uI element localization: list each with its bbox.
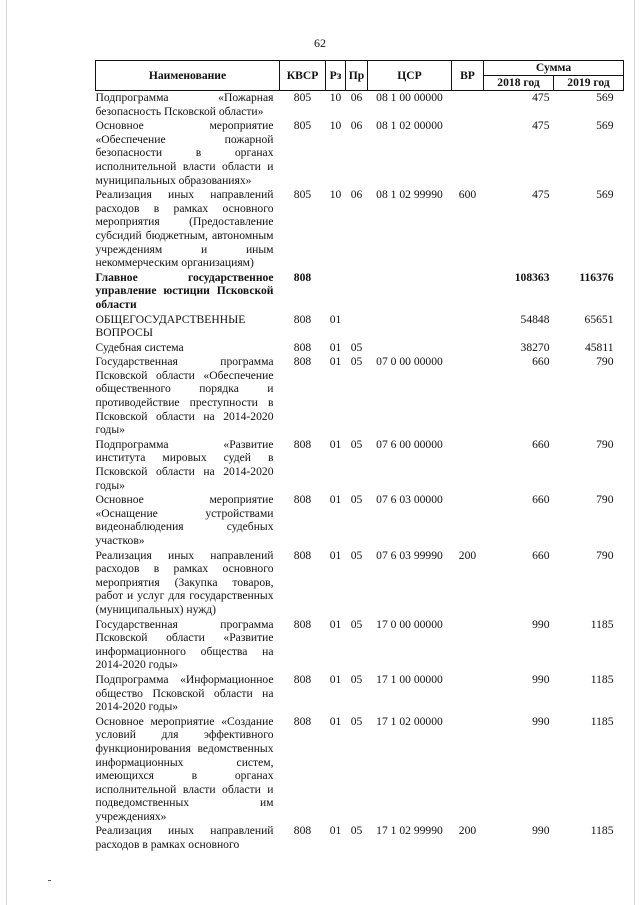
header-name: Наименование [96, 61, 280, 91]
row-sum-2019: 1185 [590, 617, 614, 631]
row-sum-2018: 475 [532, 91, 550, 104]
row-vr [452, 91, 484, 120]
row-pr: 06 [350, 188, 363, 202]
row-pr: 05 [350, 355, 363, 369]
row-kvsr: 808 [293, 617, 312, 631]
row-name: Подпрограмма «Развитие института мировых судей в Псковской области на 2014-2020 годы» [95, 437, 274, 492]
row-sum-2019: 1185 [590, 672, 614, 686]
row-kvsr: 805 [293, 119, 312, 133]
row-rz: 01 [329, 714, 342, 728]
row-kvsr: 808 [293, 824, 312, 838]
row-vr [452, 715, 484, 825]
row-rz: 01 [329, 355, 342, 369]
table-row [96, 438, 624, 493]
row-name: ОБЩЕГОСУДАРСТВЕННЫЕ ВОПРОСЫ [95, 312, 246, 340]
row-csr: 08 1 02 00000 [376, 119, 443, 133]
table-row [96, 493, 624, 548]
row-name: Основное мероприятие «Создание условий для эффективного функционирования ведомственных информационных систем, имеющихся в органах исполнительной власти области и подведомственных им учреждениях» [95, 714, 274, 823]
row-csr: 07 6 03 00000 [376, 493, 443, 507]
row-kvsr: 808 [293, 437, 312, 451]
row-pr [346, 313, 368, 341]
header-rz: Рз [326, 61, 346, 91]
row-sum-2019: 569 [596, 119, 614, 133]
row-csr: 17 1 00 00000 [376, 672, 443, 686]
row-sum-2018: 475 [532, 119, 550, 133]
row-vr [452, 493, 484, 548]
row-kvsr: 808 [293, 714, 312, 728]
row-pr: 05 [350, 493, 363, 507]
row-kvsr: 808 [293, 355, 312, 369]
row-pr: 05 [350, 437, 363, 451]
row-kvsr: 808 [293, 493, 312, 507]
row-rz: 01 [329, 493, 342, 507]
row-pr: 06 [350, 91, 363, 104]
row-pr: 05 [350, 714, 363, 728]
row-vr [452, 618, 484, 673]
row-sum-2019: 1185 [590, 824, 614, 838]
table-row [96, 549, 624, 618]
row-sum-2019: 569 [596, 188, 614, 202]
table-row [96, 119, 624, 188]
row-rz: 10 [329, 91, 342, 104]
budget-table [95, 60, 624, 853]
row-sum-2018: 660 [532, 493, 550, 507]
row-vr: 200 [458, 824, 477, 838]
table-row [96, 715, 624, 825]
row-vr [452, 271, 484, 313]
row-sum-2018: 990 [532, 714, 550, 728]
row-kvsr: 808 [293, 270, 312, 284]
row-csr: 08 1 02 99990 [376, 188, 443, 202]
row-sum-2018: 38270 [520, 340, 550, 354]
row-name: Основное мероприятие «Обеспечение пожарной безопасности в органах исполнительной власти области и муниципальных образованиях» [95, 119, 274, 187]
row-name: Подпрограмма «Пожарная безопасность Псковской области» [95, 91, 274, 118]
row-kvsr: 808 [293, 672, 312, 686]
table-row [96, 341, 624, 356]
row-name: Судебная система [95, 340, 184, 354]
row-name: Реализация иных направлений расходов в рамках основного мероприятия (Закупка товаров, работ и услуг для государственных (муниципальных) нужд) [95, 548, 274, 616]
row-rz: 10 [329, 188, 342, 202]
header-vr: ВР [452, 61, 484, 91]
table-row [96, 313, 624, 341]
row-vr [452, 341, 484, 356]
row-rz: 10 [329, 119, 342, 133]
header-pr: Пр [346, 61, 368, 91]
row-kvsr: 805 [293, 188, 312, 202]
row-rz: 01 [329, 824, 342, 838]
row-sum-2018: 475 [532, 188, 550, 202]
row-csr [368, 341, 452, 356]
row-csr [368, 271, 452, 313]
row-sum-2019: 65651 [584, 312, 614, 326]
row-kvsr: 805 [293, 91, 312, 104]
row-vr [452, 438, 484, 493]
row-name: Основное мероприятие «Оснащение устройствами видеонаблюдения судебных участков» [95, 493, 274, 547]
row-csr: 07 6 00 00000 [376, 437, 443, 451]
table-row [96, 91, 624, 120]
row-pr: 05 [350, 672, 363, 686]
row-sum-2019: 790 [596, 437, 614, 451]
header-year-2019: 2019 год [554, 75, 624, 90]
row-rz: 01 [329, 312, 342, 326]
page-number: 62 [314, 36, 326, 50]
header-year-2018: 2018 год [484, 75, 554, 90]
row-pr [346, 271, 368, 313]
row-vr: 200 [458, 548, 477, 562]
table-body [96, 91, 624, 853]
budget-table-container [95, 60, 623, 853]
row-kvsr: 808 [293, 548, 312, 562]
row-sum-2019: 569 [596, 91, 614, 104]
row-vr [452, 673, 484, 715]
row-kvsr: 808 [293, 312, 312, 326]
row-csr: 07 0 00 00000 [376, 355, 443, 369]
row-sum-2019: 790 [596, 493, 614, 507]
row-kvsr: 808 [293, 340, 312, 354]
row-csr: 17 1 02 00000 [376, 714, 443, 728]
row-sum-2019: 1185 [590, 714, 614, 728]
row-name: Реализация иных направлений расходов в рамках основного мероприятия (Предоставление субсидий бюджетным, автономным учреждениям и иным некоммерческим организациям) [95, 188, 274, 270]
row-name: Реализация иных направлений расходов в рамках основного [95, 824, 274, 852]
row-name: Главное государственное управление юстиции Псковской области [95, 270, 274, 311]
row-sum-2018: 660 [532, 548, 550, 562]
row-sum-2019: 790 [596, 548, 614, 562]
row-sum-2018: 990 [532, 672, 550, 686]
row-name: Государственная программа Псковской области «Развитие информационного общества на 2014-2020 годы» [95, 617, 274, 672]
row-vr [452, 355, 484, 438]
row-csr [368, 313, 452, 341]
row-rz: 01 [329, 437, 342, 451]
scan-edge-right [634, 0, 635, 905]
row-csr: 08 1 00 00000 [376, 91, 443, 104]
table-row [96, 824, 624, 852]
row-rz [326, 271, 346, 313]
row-sum-2019: 45811 [584, 340, 614, 354]
row-pr: 05 [350, 617, 363, 631]
row-sum-2018: 660 [532, 437, 550, 451]
row-pr: 05 [350, 824, 363, 838]
scan-speck [48, 880, 51, 881]
row-csr: 17 1 02 99990 [376, 824, 443, 838]
scan-edge-left [6, 0, 7, 905]
row-sum-2019: 116376 [579, 270, 614, 284]
table-row [96, 271, 624, 313]
table-row [96, 355, 624, 438]
header-kvsr: КВСР [280, 61, 326, 91]
row-pr: 06 [350, 119, 363, 133]
row-sum-2018: 990 [532, 617, 550, 631]
row-rz: 01 [329, 340, 342, 354]
row-sum-2018: 54848 [520, 312, 550, 326]
table-row [96, 188, 624, 271]
row-vr: 600 [458, 188, 477, 202]
row-sum-2018: 660 [532, 355, 550, 369]
row-sum-2019: 790 [596, 355, 614, 369]
row-name: Подпрограмма «Информационное общество Псковской области на 2014-2020 годы» [95, 672, 274, 714]
row-rz: 01 [329, 672, 342, 686]
table-row [96, 673, 624, 715]
row-sum-2018: 990 [532, 824, 550, 838]
row-rz: 01 [329, 617, 342, 631]
row-csr: 07 6 03 99990 [376, 548, 443, 562]
row-vr [452, 119, 484, 188]
row-vr [452, 313, 484, 341]
table-row [96, 618, 624, 673]
row-rz: 01 [329, 548, 342, 562]
header-sum: Сумма [484, 61, 624, 76]
row-name: Государственная программа Псковской области «Обеспечение общественного порядка и противодействие преступности в Псковской области на 2014-2020 годы» [95, 355, 274, 437]
header-csr: ЦСР [368, 61, 452, 91]
row-sum-2018: 108363 [514, 270, 550, 284]
row-pr: 05 [350, 340, 363, 354]
row-pr: 05 [350, 548, 363, 562]
row-csr: 17 0 00 00000 [376, 617, 443, 631]
